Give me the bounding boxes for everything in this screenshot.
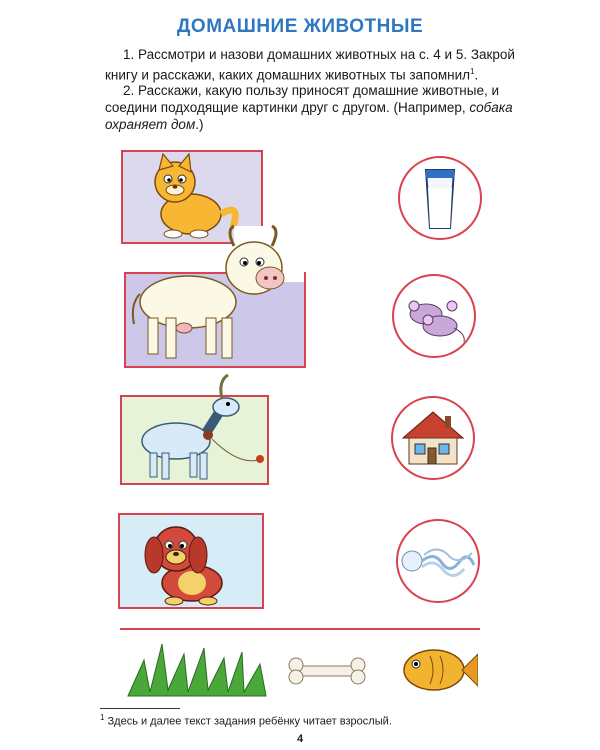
- task-1: [105, 46, 525, 84]
- goat-picture[interactable]: [120, 395, 269, 485]
- bone-icon: [286, 656, 368, 686]
- mice-icon: [394, 276, 474, 356]
- glass-of-milk-icon: [400, 158, 480, 238]
- house-icon: [393, 398, 473, 478]
- grass-icon: [124, 640, 270, 698]
- dog-icon: [120, 515, 262, 607]
- bone-picture[interactable]: [286, 656, 368, 686]
- wool-icon: [398, 521, 478, 601]
- fish-icon: [396, 640, 478, 700]
- wool-circle[interactable]: [396, 519, 480, 603]
- footnote-text: Здесь и далее текст задания ребёнку читает взрослый.: [107, 715, 392, 728]
- page-title: ДОМАШНИЕ ЖИВОТНЫЕ: [176, 16, 424, 37]
- task-2-end: .): [195, 117, 204, 132]
- mice-circle[interactable]: [392, 274, 476, 358]
- milk-circle[interactable]: [398, 156, 482, 240]
- task-2-example: собака охраняет дом: [105, 100, 513, 132]
- task-2: [105, 82, 525, 133]
- footnote-mark: 1: [100, 713, 105, 722]
- divider-line: [120, 628, 480, 630]
- goat-icon: [122, 397, 267, 483]
- footnote: [100, 713, 392, 728]
- footnote-ref: 1: [470, 67, 475, 76]
- fish-picture[interactable]: [396, 640, 478, 700]
- task-1-text: 1. Рассмотри и назови домашних животных на с. 4 и 5. Закрой книгу и расскажи, каких домашних животных ты запомнил: [105, 47, 515, 83]
- page-number: 4: [296, 733, 304, 745]
- cow-icon: [126, 274, 304, 366]
- task-1-end: .: [474, 67, 479, 83]
- grass-picture[interactable]: [124, 640, 270, 698]
- cow-picture[interactable]: [124, 272, 306, 368]
- task-2-text: 2. Расскажи, какую пользу приносят домашние животные, и соедини подходящие картинки друг с другом. (Например,: [105, 83, 499, 115]
- house-circle[interactable]: [391, 396, 475, 480]
- footnote-separator: [100, 708, 180, 709]
- dog-picture[interactable]: [118, 513, 264, 609]
